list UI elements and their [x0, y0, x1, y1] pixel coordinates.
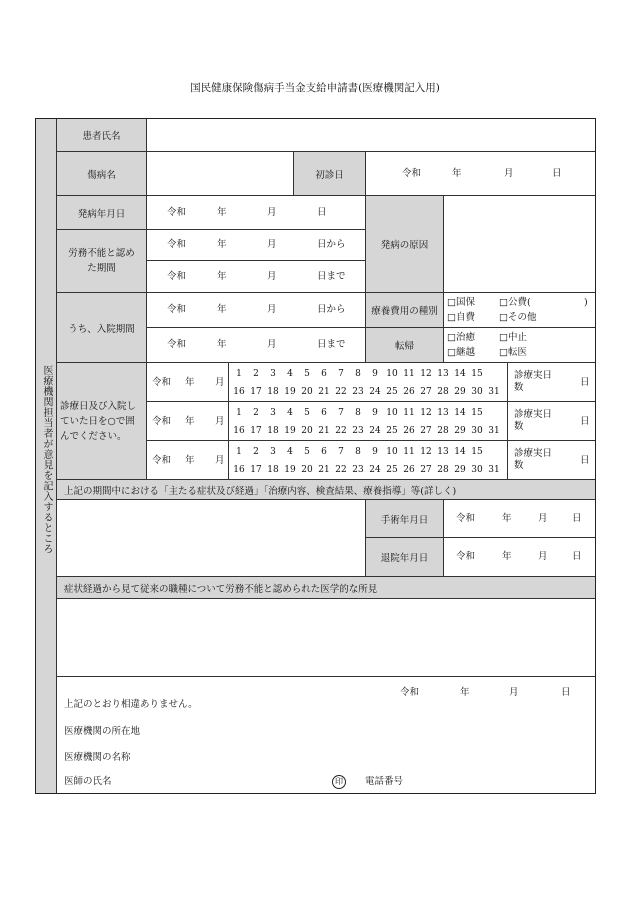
day-number[interactable]: 26 [403, 426, 415, 436]
day-number[interactable]: 14 [454, 447, 466, 457]
day-number[interactable]: 11 [403, 447, 415, 457]
day-number[interactable]: 10 [386, 369, 398, 379]
day-number[interactable]: 8 [355, 447, 361, 457]
day-number[interactable]: 3 [270, 369, 276, 379]
day-number[interactable]: 20 [301, 387, 313, 397]
day-number[interactable]: 11 [403, 408, 415, 418]
day-number[interactable]: 15 [471, 408, 483, 418]
surgery-day: 日 [572, 513, 582, 524]
visit-days-label: 診療日及び入院していた日を○で囲んでください。 [57, 362, 146, 479]
day-number[interactable]: 17 [250, 465, 262, 475]
outcome-stopped-checkbox[interactable]: □中止 [499, 332, 527, 343]
day-number[interactable]: 21 [318, 387, 330, 397]
actual-days-unit: 日 [580, 376, 590, 388]
day-number[interactable]: 15 [471, 447, 483, 457]
day-number[interactable]: 10 [386, 408, 398, 418]
cause-field[interactable] [443, 195, 595, 292]
wi-to-month: 月 [267, 271, 277, 282]
wi-from-month: 月 [267, 239, 277, 250]
day-number[interactable]: 19 [284, 465, 296, 475]
wi-to-year: 年 [217, 271, 227, 282]
outcome-transfer-checkbox[interactable]: □転医 [499, 347, 527, 358]
wi-to-suffix: 日まで [317, 271, 346, 282]
seal-mark-icon: 印 [332, 775, 346, 789]
day-number[interactable]: 11 [403, 369, 415, 379]
certify-text: 上記のとおり相違ありません。 [64, 699, 198, 710]
day-number[interactable]: 5 [304, 369, 310, 379]
wi-from-era: 令和 [167, 239, 187, 250]
day-number[interactable]: 8 [355, 369, 361, 379]
day-number[interactable]: 27 [420, 387, 432, 397]
day-number[interactable]: 13 [437, 369, 449, 379]
day-number[interactable]: 16 [233, 387, 245, 397]
day-number[interactable]: 3 [270, 447, 276, 457]
first-visit-year: 年 [452, 168, 462, 179]
certification-block [57, 676, 595, 793]
discharge-date-label: 退院年月日 [365, 537, 443, 576]
day-number[interactable]: 22 [335, 387, 347, 397]
actual-days-unit: 日 [580, 454, 590, 466]
first-visit-month: 月 [504, 168, 514, 179]
day-number[interactable]: 10 [386, 447, 398, 457]
day-number[interactable]: 12 [420, 369, 432, 379]
patient-name-label: 患者氏名 [57, 119, 146, 151]
day-number[interactable]: 19 [284, 426, 296, 436]
work-incapacity-from-field[interactable] [146, 229, 365, 260]
visit-day-numbers [228, 440, 507, 479]
day-number[interactable]: 21 [318, 426, 330, 436]
day-number[interactable]: 22 [335, 465, 347, 475]
day-number[interactable]: 25 [386, 387, 398, 397]
work-incapacity-label: 労務不能と認めた期間 [57, 229, 146, 292]
day-number[interactable]: 8 [355, 408, 361, 418]
day-number[interactable]: 12 [420, 447, 432, 457]
onset-date-field[interactable] [146, 195, 365, 229]
visit-year: 年 [185, 454, 195, 466]
day-number[interactable]: 26 [403, 465, 415, 475]
day-number[interactable]: 28 [437, 426, 449, 436]
cert-day: 日 [561, 687, 571, 698]
outcome-continue-checkbox[interactable]: □継越 [447, 347, 475, 358]
visit-era: 令和 [152, 454, 172, 466]
day-number[interactable]: 30 [471, 465, 483, 475]
visit-month-cell[interactable] [146, 362, 228, 401]
cost-type-options [443, 292, 595, 327]
day-number[interactable]: 13 [437, 447, 449, 457]
visit-month-cell[interactable] [146, 401, 228, 440]
discharge-era: 令和 [456, 551, 476, 562]
medical-opinion-field[interactable] [57, 598, 595, 676]
day-number[interactable]: 16 [233, 426, 245, 436]
hosp-to-suffix: 日まで [317, 339, 346, 350]
day-number[interactable]: 12 [420, 408, 432, 418]
actual-days-cell[interactable] [507, 362, 595, 401]
outcome-cured-checkbox[interactable]: □治癒 [447, 332, 475, 343]
onset-date-label: 発病年月日 [57, 195, 146, 229]
day-number[interactable]: 26 [403, 387, 415, 397]
day-number[interactable]: 13 [437, 408, 449, 418]
day-number[interactable]: 1 [236, 369, 242, 379]
day-number[interactable]: 23 [352, 465, 364, 475]
day-number[interactable]: 23 [352, 426, 364, 436]
hosp-from-era: 令和 [167, 304, 187, 315]
day-number[interactable]: 29 [454, 465, 466, 475]
period-note-label: 上記の期間中における「主たる症状及び経過」「治療内容、検査結果、療養指導」等(詳しく) [57, 479, 595, 499]
outcome-options [443, 327, 595, 362]
day-number[interactable]: 31 [488, 387, 500, 397]
day-number[interactable]: 7 [338, 369, 344, 379]
actual-days-cell[interactable] [507, 401, 595, 440]
day-number[interactable]: 4 [287, 408, 293, 418]
disease-name-label: 傷病名 [57, 151, 146, 195]
day-number[interactable]: 7 [338, 408, 344, 418]
day-number[interactable]: 2 [253, 369, 259, 379]
day-number[interactable]: 28 [437, 465, 449, 475]
onset-era: 令和 [167, 207, 187, 218]
day-number[interactable]: 29 [454, 387, 466, 397]
cert-month: 月 [509, 687, 519, 698]
discharge-day: 日 [572, 551, 582, 562]
facility-name-label: 医療機関の名称 [64, 752, 131, 763]
day-number[interactable]: 6 [321, 408, 327, 418]
visit-day-numbers [228, 362, 507, 401]
day-number[interactable]: 16 [233, 465, 245, 475]
day-number[interactable]: 24 [369, 387, 381, 397]
day-number[interactable]: 14 [454, 408, 466, 418]
day-number[interactable]: 30 [471, 387, 483, 397]
visit-day-numbers [228, 401, 507, 440]
day-number[interactable]: 5 [304, 408, 310, 418]
side-label-column [36, 119, 57, 793]
day-number[interactable]: 18 [267, 387, 279, 397]
cert-era: 令和 [400, 687, 420, 698]
actual-days-label: 診療実日数 [514, 370, 553, 393]
day-number[interactable]: 25 [386, 426, 398, 436]
day-number[interactable]: 4 [287, 369, 293, 379]
onset-day: 日 [317, 207, 327, 218]
first-visit-era: 令和 [402, 168, 422, 179]
cost-kouhi-close: ) [584, 297, 588, 308]
cost-kouhi-checkbox[interactable]: □公費( [499, 297, 531, 308]
hospitalization-from-field[interactable] [146, 292, 365, 327]
visit-year: 年 [185, 415, 195, 427]
day-number[interactable]: 7 [338, 447, 344, 457]
hosp-to-era: 令和 [167, 339, 187, 350]
surgery-month: 月 [538, 513, 548, 524]
cost-jihi-checkbox[interactable]: □自費 [447, 312, 475, 323]
cert-year: 年 [460, 687, 470, 698]
discharge-month: 月 [538, 551, 548, 562]
day-number[interactable]: 18 [267, 426, 279, 436]
day-number[interactable]: 20 [301, 465, 313, 475]
visit-month: 月 [215, 454, 225, 466]
hosp-from-suffix: 日から [317, 304, 346, 315]
wi-from-year: 年 [217, 239, 227, 250]
day-number[interactable]: 20 [301, 426, 313, 436]
work-incapacity-to-field[interactable] [146, 260, 365, 292]
discharge-date-field[interactable] [443, 537, 595, 576]
form-title: 国民健康保険傷病手当金支給申請書(医療機関記入用) [190, 82, 440, 94]
day-number[interactable]: 4 [287, 447, 293, 457]
day-number[interactable]: 1 [236, 408, 242, 418]
actual-days-cell[interactable] [507, 440, 595, 479]
day-number[interactable]: 5 [304, 447, 310, 457]
day-number[interactable]: 9 [372, 408, 378, 418]
medical-opinion-label: 症状経過から見て従来の職種について労務不能と認められた医学的な所見 [57, 576, 595, 598]
hosp-from-month: 月 [267, 304, 277, 315]
visit-month: 月 [215, 415, 225, 427]
day-number[interactable]: 28 [437, 387, 449, 397]
surgery-date-field[interactable] [443, 499, 595, 537]
visit-month: 月 [215, 376, 225, 388]
day-number[interactable]: 17 [250, 387, 262, 397]
day-number[interactable]: 3 [270, 408, 276, 418]
cost-kokuho-checkbox[interactable]: □国保 [447, 297, 475, 308]
onset-month: 月 [267, 207, 277, 218]
visit-year: 年 [185, 376, 195, 388]
day-number[interactable]: 6 [321, 369, 327, 379]
disease-name-field[interactable] [146, 151, 293, 195]
day-number[interactable]: 2 [253, 408, 259, 418]
day-number[interactable]: 9 [372, 447, 378, 457]
discharge-year: 年 [502, 551, 512, 562]
wi-to-era: 令和 [167, 271, 187, 282]
outcome-label: 転帰 [365, 327, 443, 362]
visit-month-cell[interactable] [146, 440, 228, 479]
hosp-from-year: 年 [217, 304, 227, 315]
day-number[interactable]: 15 [471, 369, 483, 379]
first-visit-date-field[interactable] [365, 151, 595, 195]
phone-label: 電話番号 [365, 776, 404, 787]
day-number[interactable]: 25 [386, 465, 398, 475]
wi-from-suffix: 日から [317, 239, 346, 250]
actual-days-label: 診療実日数 [514, 409, 553, 432]
actual-days-label: 診療実日数 [514, 448, 553, 471]
facility-address-label: 医療機関の所在地 [64, 726, 141, 737]
day-number[interactable]: 19 [284, 387, 296, 397]
day-number[interactable]: 27 [420, 426, 432, 436]
day-number[interactable]: 30 [471, 426, 483, 436]
day-number[interactable]: 29 [454, 426, 466, 436]
visit-era: 令和 [152, 415, 172, 427]
cause-label: 発病の原因 [365, 195, 443, 292]
visit-era: 令和 [152, 376, 172, 388]
day-number[interactable]: 27 [420, 465, 432, 475]
day-number[interactable]: 22 [335, 426, 347, 436]
day-number[interactable]: 24 [369, 465, 381, 475]
patient-name-field[interactable] [146, 119, 595, 151]
day-number[interactable]: 6 [321, 447, 327, 457]
surgery-era: 令和 [456, 513, 476, 524]
doctor-name-label: 医師の氏名 [64, 776, 112, 787]
day-number[interactable]: 9 [372, 369, 378, 379]
actual-days-unit: 日 [580, 415, 590, 427]
day-number[interactable]: 18 [267, 465, 279, 475]
symptoms-field[interactable] [57, 499, 365, 576]
onset-year: 年 [217, 207, 227, 218]
day-number[interactable]: 1 [236, 447, 242, 457]
day-number[interactable]: 14 [454, 369, 466, 379]
first-visit-day: 日 [552, 168, 562, 179]
cost-other-checkbox[interactable]: □その他 [499, 312, 537, 323]
hospitalization-label: うち、入院期間 [57, 292, 146, 362]
day-number[interactable]: 2 [253, 447, 259, 457]
application-form [35, 118, 596, 794]
hospitalization-to-field[interactable] [146, 327, 365, 362]
day-number[interactable]: 17 [250, 426, 262, 436]
day-number[interactable]: 21 [318, 465, 330, 475]
hosp-to-month: 月 [267, 339, 277, 350]
first-visit-label: 初診日 [293, 151, 365, 195]
side-label: 医療機関担当者が意見を記入するところ [41, 365, 52, 554]
day-number[interactable]: 24 [369, 426, 381, 436]
cost-type-label: 療養費用の種別 [365, 292, 443, 327]
day-number[interactable]: 31 [488, 465, 500, 475]
hosp-to-year: 年 [217, 339, 227, 350]
surgery-date-label: 手術年月日 [365, 499, 443, 537]
day-number[interactable]: 31 [488, 426, 500, 436]
day-number[interactable]: 23 [352, 387, 364, 397]
surgery-year: 年 [502, 513, 512, 524]
